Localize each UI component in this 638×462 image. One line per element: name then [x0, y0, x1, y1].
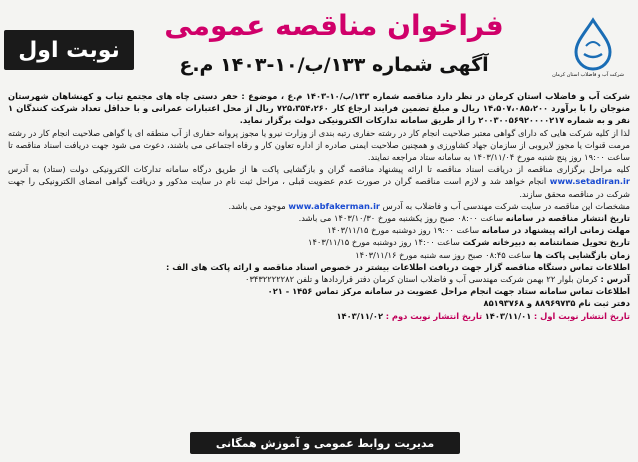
- guarantee-date-line: تاریخ تحویل ضمانتنامه به دبیرخانه شرکت ساعت ۱۴:۰۰ روز دوشنبه مورخ ۱۴۰۳/۱۱/۱۵: [308, 237, 630, 248]
- opening-date-line: زمان بازگشایی پاکت ها ساعت ۰۸:۴۵ صبح روز سه شنبه مورخ ۱۴۰۳/۱۱/۱۶: [355, 249, 630, 260]
- publish-date-line: تاریخ انتشار مناقصه در سامانه ساعت ۰۸:۰۰ صبح روز یکشنبه مورخ ۱۴۰۳/۱۰/۳۰ می باشد.: [298, 213, 630, 224]
- paragraph-intro: شرکت آب و فاضلاب استان کرمان در نظر دارد مناقصه شماره ۱۳۳/ب/۱۰-۱۴۰۳ م.ع ، موضوع : حفر دستی چاه های مجتمع تیاب و کهنشاهان شهرستان منوجان را با برآورد ۱۴،۵۰۷،۰۸۵،۲۰۰ ریال و مبلغ تضمین فرایند ارجاع کار ۷۲۵،۳۵۴،۲۶۰ ریال از محل اعتبارات عمرانی و با حداقل تعداد شرکت کنندگان ۱ نفر و به شماره ۲۰۰۳۰۰۵۶۹۲۰۰۰۰۲۱۷ را از طریق سامانه تدارکات الکترونیکی دولت برگزار نماید.: [8, 91, 630, 126]
- notice-number: آگهی شماره ۱۳۳/ب/۱۰-۱۴۰۳ م.ع: [179, 54, 489, 76]
- company-logo: [552, 16, 628, 78]
- address-line: آدرس : کرمان بلوار ۲۲ بهمن شرکت مهندسی آب و فاضلاب استان کرمان دفتر قراردادها و تلفن ۰۳۴۳۲۲۲۲۲۸۲: [245, 274, 630, 285]
- notice-title: فراخوان مناقصه عمومی: [164, 9, 504, 42]
- contact-heading: اطلاعات تماس دستگاه مناقصه گزار جهت دریافت اطلاعات بیشتر در خصوص اسناد مناقصه و ارائه پاکت های الف :: [166, 261, 630, 272]
- publication-round-badge: نوبت اول: [4, 30, 134, 70]
- logo-caption: شرکت آب و فاضلاب استان کرمان: [552, 72, 624, 78]
- setadiran-link[interactable]: www.setadiran.ir: [549, 176, 630, 187]
- deadline-line: مهلت زمانی ارائه پیشنهاد در سامانه ساعت ۱۹:۰۰ روز دوشنبه مورخ ۱۴۰۳/۱۱/۱۵: [327, 225, 630, 236]
- notice-body: [8, 90, 630, 322]
- paragraph-specs: مشخصات این مناقصه در سایت شرکت مهندسی آب و فاضلاب به آدرس www.abfakerman.ir موجود می باشد.: [228, 200, 630, 211]
- paragraph-process: کلیه مراحل برگزاری مناقصه از دریافت اسناد مناقصه تا ارائه پیشنهاد مناقصه گران و بازگشایی پاکت ها از طریق درگاه سامانه تدارکات الکترونیکی دولت (ستاد) به آدرس www.setadiran.ir انجام خواهد شد و لازم است مناقصه گران در صورت عدم عضویت قبلی ، مراحل ثبت نام در سایت مذکور و دریافت گواهی امضای الکترونیکی را جهت شرکت در مناقصه محقق سازند.: [8, 164, 630, 199]
- registration-office-line: دفتر ثبت نام ۸۸۹۶۹۷۳۵ و ۸۵۱۹۳۷۶۸: [483, 298, 630, 309]
- paragraph-eligibility: لذا از کلیه شرکت هایی که دارای گواهی معتبر صلاحیت انجام کار در رشته حفاری رتبه بندی از وزارت نیرو یا مجوز پروانه حفاری از آب منطقه ای یا گواهی صلاحیت انجام کار در رشته مرمت قنوات یا مجوز لایروبی از سازمان جهاد کشاورزی و همچنین صلاحیت ایمنی صادره از اداره تعاون کار و رفاه اجتماعی می باشند، دعوت می شود جهت دریافت اسناد مناقصه تا ساعت ۱۹:۰۰ روز پنج شنبه مورخ ۱۴۰۳/۱۱/۰۴ به سامانه ستاد مراجعه نمایند.: [8, 127, 630, 163]
- abfakerman-link[interactable]: www.abfakerman.ir: [288, 200, 381, 211]
- publication-dates-line: تاریخ انتشار نوبت اول : ۱۴۰۳/۱۱/۰۱ تاریخ انتشار نوبت دوم : ۱۴۰۳/۱۱/۰۲: [336, 310, 630, 321]
- setad-contact-line: اطلاعات تماس سامانه ستاد جهت انجام مراحل عضویت در سامانه مرکز تماس ۱۴۵۶ - ۰۲۱: [267, 286, 630, 297]
- water-drop-logo-icon: [558, 16, 628, 78]
- public-relations-footer: مدیریت روابط عمومی و آموزش همگانی: [190, 432, 460, 454]
